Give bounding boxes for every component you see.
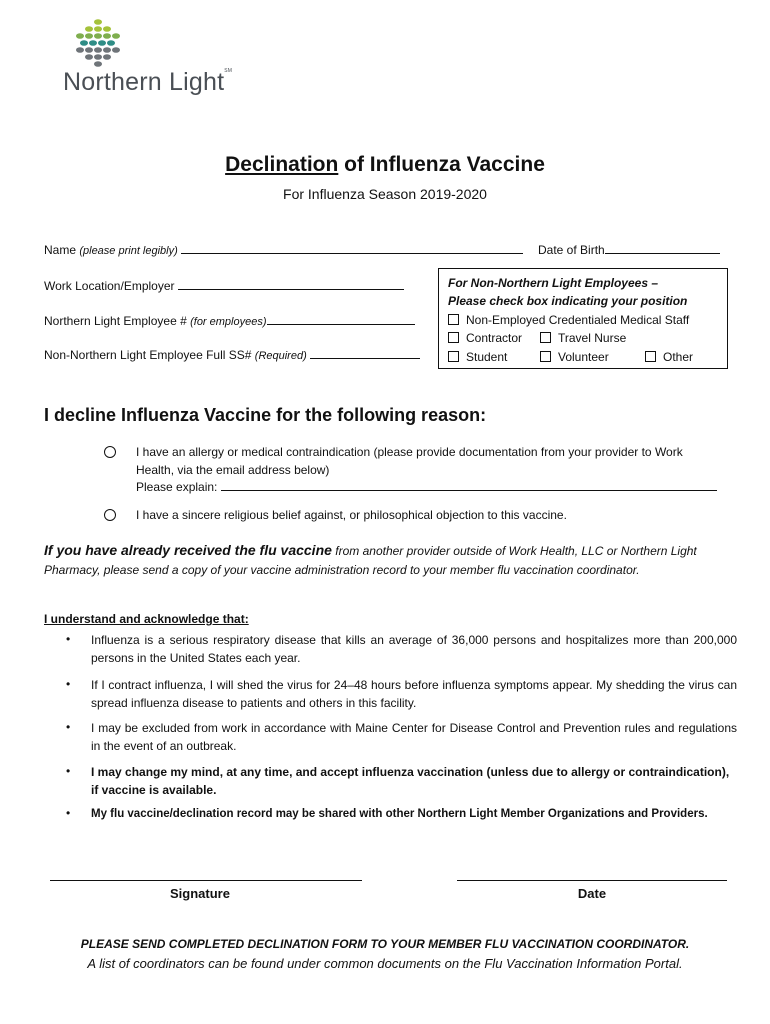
bullet: • bbox=[66, 806, 71, 820]
checkbox[interactable] bbox=[448, 314, 459, 325]
signature-label: Signature bbox=[170, 886, 230, 901]
allergy-radio[interactable] bbox=[104, 446, 116, 458]
page-subtitle: For Influenza Season 2019-2020 bbox=[283, 186, 487, 202]
option-other[interactable]: Other bbox=[645, 350, 693, 364]
footer-instruction: PLEASE SEND COMPLETED DECLINATION FORM TO YOUR MEMBER FLU VACCINATION COORDINATOR. bbox=[80, 937, 690, 951]
box-heading-2: Please check box indicating your position bbox=[448, 294, 688, 309]
page-title: Declination of Influenza Vaccine bbox=[225, 153, 545, 176]
ack-item: Influenza is a serious respiratory disease that kills an average of 36,000 persons and hospitalizes more than 200,000 persons in the United States each year. bbox=[91, 633, 737, 665]
ack-item: I may change my mind, at any time, and accept influenza vaccination (unless due to allergy or contraindication), if vaccine is available. bbox=[91, 765, 730, 797]
acknowledge-heading: I understand and acknowledge that: bbox=[44, 612, 249, 626]
religious-radio[interactable] bbox=[104, 509, 116, 521]
date-line[interactable] bbox=[457, 880, 727, 881]
employee-number-field[interactable]: Northern Light Employee # (for employees) bbox=[44, 313, 415, 328]
ssn-field[interactable]: Non-Northern Light Employee Full SS# (Required) bbox=[44, 347, 420, 362]
work-location-input-line[interactable] bbox=[178, 278, 404, 290]
religious-option: I have a sincere religious belief against, or philosophical objection to this vaccine. bbox=[136, 508, 567, 522]
checkbox[interactable] bbox=[540, 351, 551, 362]
box-heading-1: For Non-Northern Light Employees – bbox=[448, 276, 659, 290]
employee-number-input-line[interactable] bbox=[267, 313, 415, 325]
option-medical-staff[interactable]: Non-Employed Credentialed Medical Staff bbox=[448, 311, 693, 329]
signature-line[interactable] bbox=[50, 880, 362, 881]
ack-item: My flu vaccine/declination record may be shared with other Northern Light Member Organizations and Providers. bbox=[91, 808, 708, 820]
logo-wordmark: Northern Light℠ bbox=[63, 68, 233, 96]
decline-heading: I decline Influenza Vaccine for the following reason: bbox=[44, 405, 487, 425]
name-field[interactable]: Name (please print legibly) bbox=[44, 242, 523, 257]
allergy-option: I have an allergy or medical contraindication (please provide documentation from your provider to Work Health, via the email address below) Please explain: bbox=[136, 444, 736, 497]
date-label: Date bbox=[577, 886, 607, 901]
ack-item: I may be excluded from work in accordance with Maine Center for Disease Control and Prevention rules and regulations in the event of an outbreak. bbox=[91, 721, 737, 753]
bullet: • bbox=[66, 632, 71, 646]
checkbox[interactable] bbox=[540, 332, 551, 343]
bullet: • bbox=[66, 764, 71, 778]
ssn-input-line[interactable] bbox=[310, 347, 420, 359]
checkbox[interactable] bbox=[448, 332, 459, 343]
checkbox[interactable] bbox=[645, 351, 656, 362]
ack-item: If I contract influenza, I will shed the virus for 24–48 hours before influenza symptoms appear. My shedding the virus can spread influenza disease to patients and others in this facility. bbox=[91, 678, 737, 710]
bullet: • bbox=[66, 677, 71, 691]
footer-note: A list of coordinators can be found under common documents on the Flu Vaccination Information Portal. bbox=[87, 956, 683, 971]
checkbox[interactable] bbox=[448, 351, 459, 362]
option-volunteer[interactable]: Volunteer bbox=[540, 348, 645, 366]
position-checkbox-box bbox=[438, 268, 728, 369]
dob-input-line[interactable] bbox=[605, 242, 720, 254]
bullet: • bbox=[66, 720, 71, 734]
option-contractor[interactable]: Contractor bbox=[448, 329, 540, 347]
already-received-note: If you have already received the flu vaccine from another provider outside of Work Health, LLC or Northern Light Pharmacy, please send a copy of your vaccine administration record to your member flu vaccination coordinator. bbox=[44, 542, 697, 577]
dob-field[interactable]: Date of Birth bbox=[538, 242, 720, 257]
explain-input-line[interactable] bbox=[221, 479, 717, 491]
work-location-field[interactable]: Work Location/Employer bbox=[44, 278, 404, 293]
option-travel-nurse[interactable]: Travel Nurse bbox=[540, 331, 626, 345]
name-input-line[interactable] bbox=[181, 242, 523, 254]
option-student[interactable]: Student bbox=[448, 348, 540, 366]
